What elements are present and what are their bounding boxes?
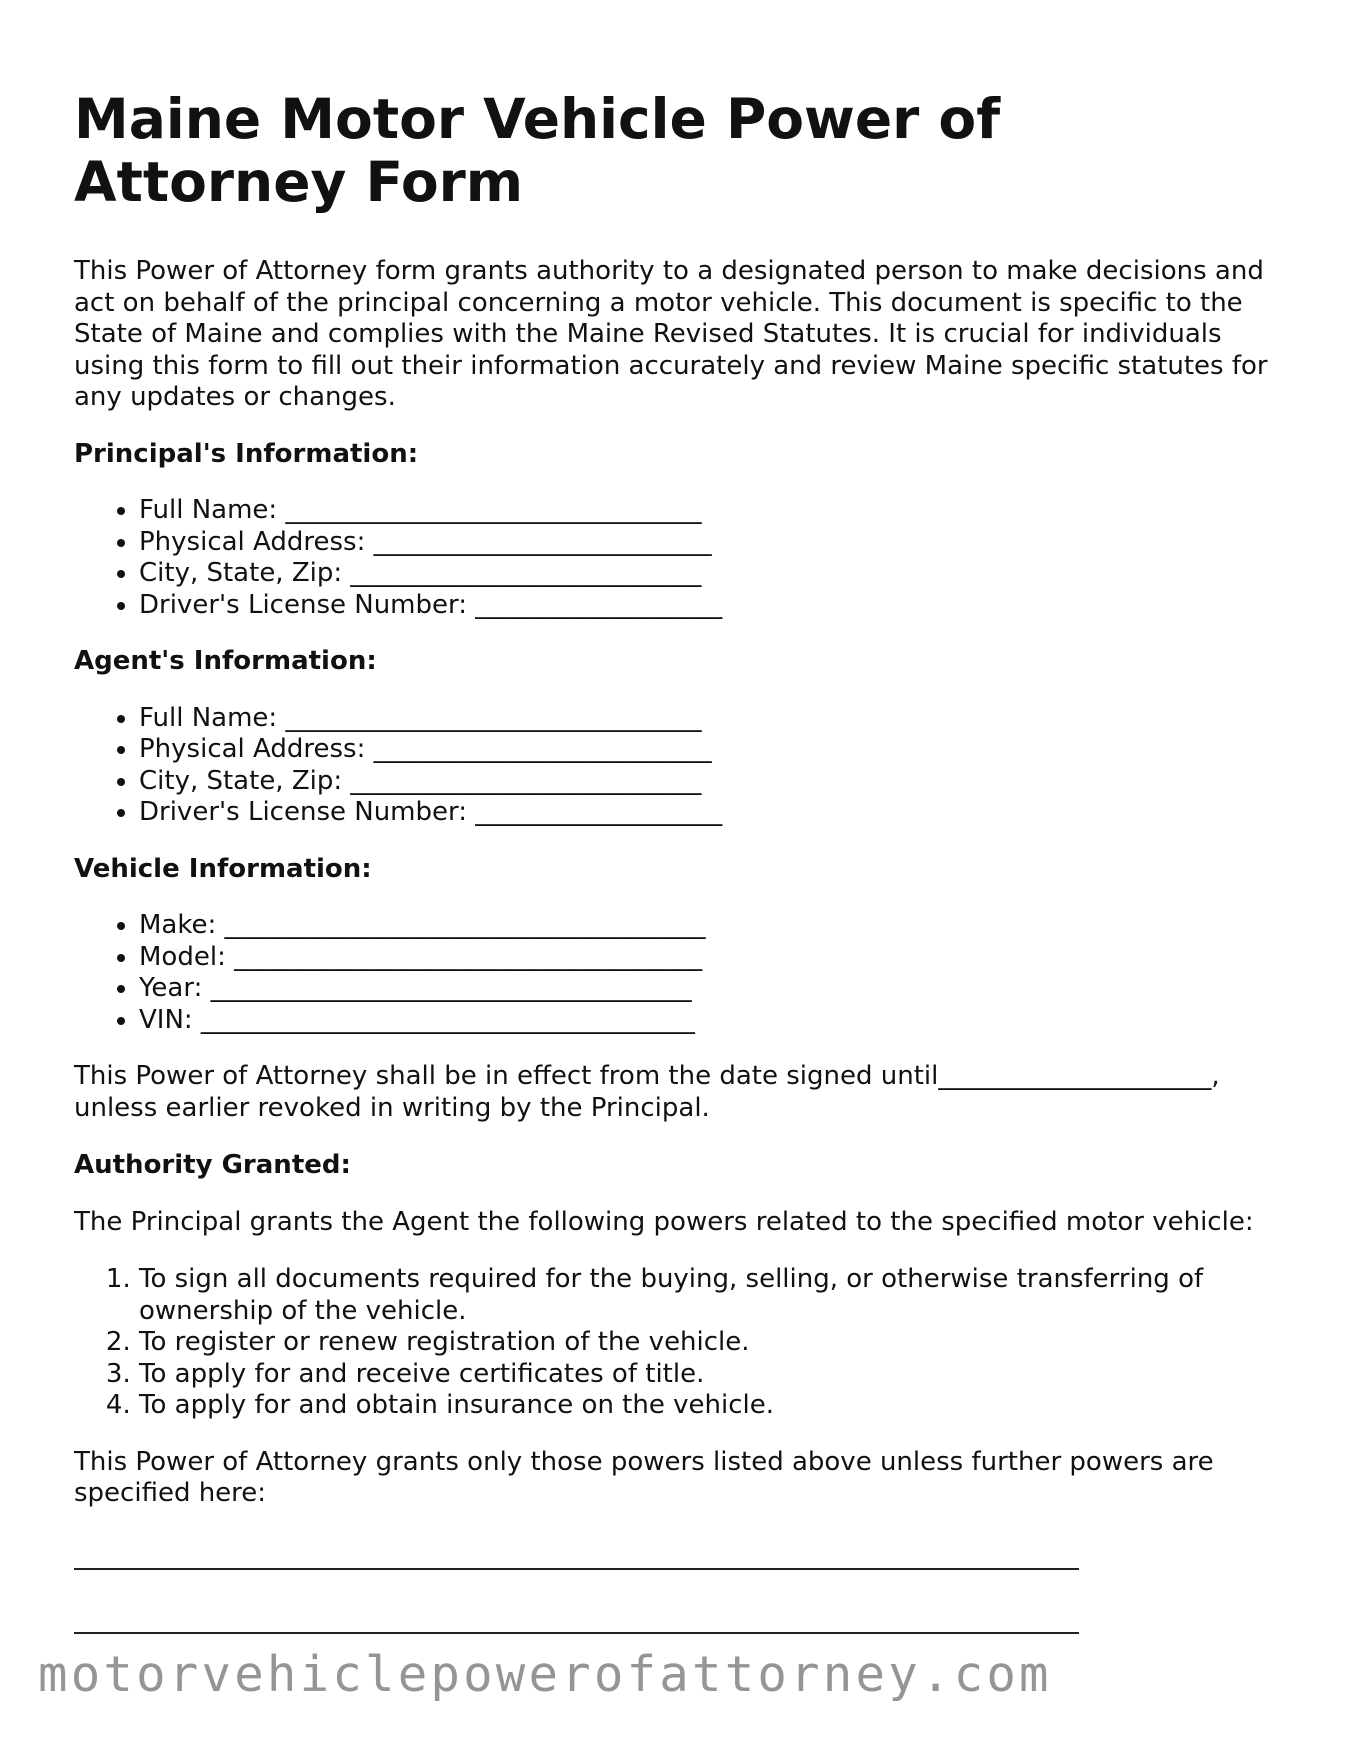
document-page [74,88,1274,1664]
vehicle-make-field: • Make: _____________________________________ [139,910,1274,942]
agent-license-field: • Driver's License Number: ___________________ [139,797,1274,829]
watermark: motorvehiclepowerofattorney.com [38,1646,1052,1703]
agent-city-state-zip-field: • City, State, Zip: ___________________________ [139,766,1274,798]
further-powers-paragraph: This Power of Attorney grants only those powers listed above unless further powers are specified here: [74,1446,1214,1508]
power-item: 1. To sign all documents required for the buying, selling, or otherwise transferring of ownership of the vehicle. [139,1264,1274,1327]
vehicle-heading: Vehicle Information: [74,853,372,884]
vehicle-model-field: • Model: ____________________________________ [139,942,1274,974]
vehicle-year-field: • Year: _____________________________________ [139,973,1274,1005]
authority-powers-list [74,1264,1274,1422]
page-title: Maine Motor Vehicle Power of Attorney Form [74,87,1001,214]
agent-full-name-field: • Full Name: ________________________________ [139,703,1274,735]
principal-fields-list [74,495,1274,621]
principal-address-field: • Physical Address: __________________________ [139,527,1274,559]
power-item: 2. To register or renew registration of the vehicle. [139,1327,1274,1359]
further-powers-blank-line [74,1536,1079,1570]
authority-lead-paragraph: The Principal grants the Agent the following powers related to the specified motor vehicle: [74,1206,1254,1237]
principal-heading: Principal's Information: [74,438,419,469]
effective-period-paragraph: This Power of Attorney shall be in effect from the date signed until_____________________, unless earlier revoked in writing by the Principal. [74,1061,1220,1123]
principal-license-field: • Driver's License Number: ___________________ [139,590,1274,622]
agent-address-field: • Physical Address: __________________________ [139,734,1274,766]
further-powers-blank-line [74,1600,1079,1634]
agent-fields-list [74,703,1274,829]
power-item: 3. To apply for and receive certificates of title. [139,1359,1274,1391]
principal-full-name-field: • Full Name: ________________________________ [139,495,1274,527]
intro-paragraph: This Power of Attorney form grants authority to a designated person to make decisions and act on behalf of the principal concerning a motor vehicle. This document is specific to the State of Maine and complies with the Maine Revised Statutes. It is crucial for individuals using this form to fill out their information accurately and review Maine specific statutes for any updates or changes. [74,256,1268,412]
power-item: 4. To apply for and obtain insurance on the vehicle. [139,1390,1274,1422]
vehicle-vin-field: • VIN: ______________________________________ [139,1005,1274,1037]
principal-city-state-zip-field: • City, State, Zip: ___________________________ [139,558,1274,590]
authority-heading: Authority Granted: [74,1150,351,1180]
agent-heading: Agent's Information: [74,646,377,676]
vehicle-fields-list [74,910,1274,1036]
